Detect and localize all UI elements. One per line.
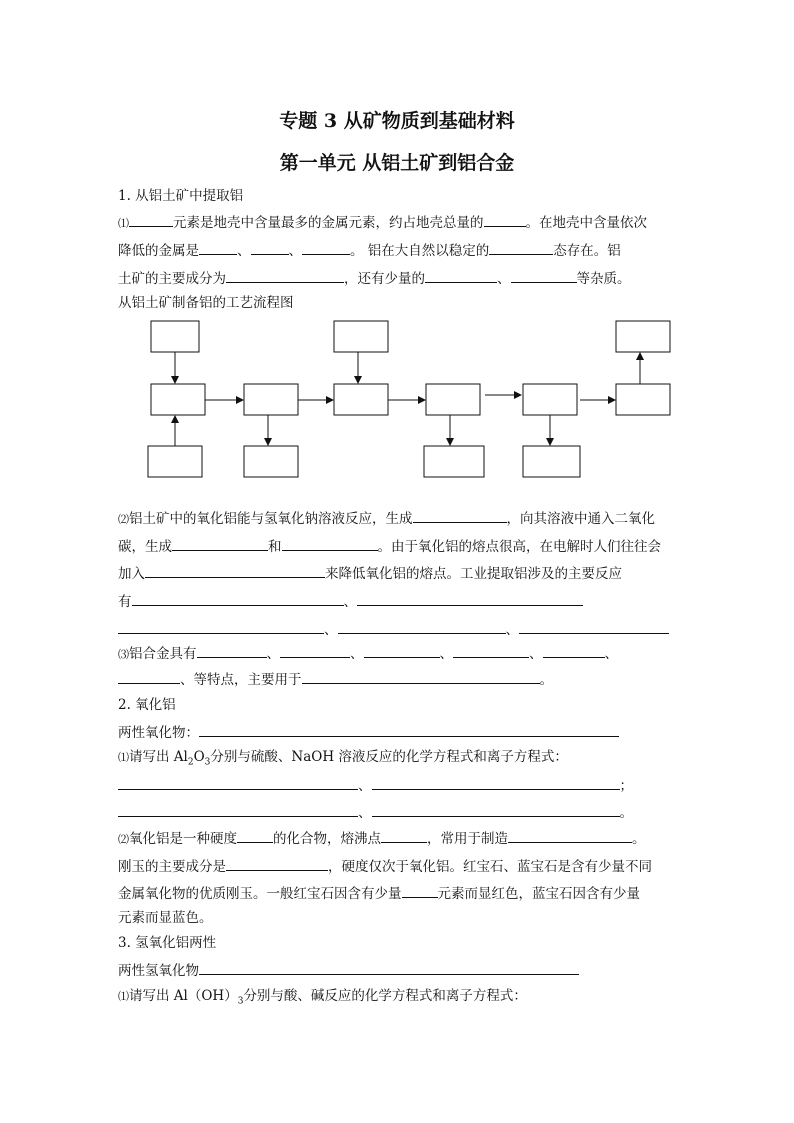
s1-line-3: 土矿的主要成分为 ，还有少量的 、 等杂质。 <box>118 268 631 288</box>
section-2-heading: 2. 氧化铝 <box>118 697 176 713</box>
s1-p3-line-1: ⑶铝合金具有 、 、 、 、 、 <box>118 643 618 664</box>
s1-line-2: 降低的金属是 、 、 。 铝在大自然以稳定的 态存在。铝 <box>118 240 621 260</box>
s2-q2-line-2: 刚玉的主要成分是 ，硬度仅次于氧化铝。红宝石、蓝宝石是含有少量不同 <box>118 856 652 876</box>
s2-answer-line-2: 、 。 <box>118 802 633 822</box>
flow-box-input-top-1 <box>151 321 199 352</box>
flow-box-input-bottom-1 <box>148 446 202 477</box>
flow-box-output-2 <box>244 446 298 477</box>
s2-q2-line-3: 金属氧化物的优质刚玉。一般红宝石因含有少量 元素而显红色，蓝宝石因含有少量 <box>118 883 640 903</box>
s1-p2-line-2: 碳，生成 和 。由于氧化铝的熔点很高，在电解时人们往往会 <box>118 536 661 556</box>
s3-q1-line: ⑴请写出 $Al(OH)_3$分别与酸、碱反应的化学方程式和离子方程式： <box>118 988 527 1007</box>
s2-q2-line-1: ⑵氧化铝是一种硬度 的化合物，熔沸点 ，常用于制造 。 <box>118 828 646 849</box>
s3-amphoteric-line: 两性氢氧化物 <box>118 960 579 980</box>
unit-title: 第一单元 从铝土矿到铝合金 <box>279 152 515 174</box>
flow-box-main-1 <box>151 384 205 415</box>
s2-q1-line: ⑴请写出 $Al_2O_3$分别与硫酸、NaOH 溶液反应的化学方程式和离子方程式： <box>118 749 568 768</box>
s1-p2-line-3: 加入 来降低氧化铝的熔点。工业提取铝涉及的主要反应 <box>118 563 622 583</box>
flow-box-main-4 <box>426 384 480 415</box>
section-3-heading: 3. 氢氧化铝两性 <box>118 935 217 951</box>
flowchart-title: 从铝土矿制备铝的工艺流程图 <box>118 295 294 311</box>
s1-p2-line-4: 有 、 <box>118 591 583 611</box>
s2-amphoteric-line: 两性氧化物： <box>118 722 619 742</box>
s1-p3-line-2: 、等特点，主要用于 。 <box>118 669 553 689</box>
flow-box-main-2 <box>244 384 298 415</box>
page-title: 专题 3 从矿物质到基础材料 <box>279 110 515 132</box>
flow-box-main-3 <box>334 384 388 415</box>
section-1-heading: 1. 从铝土矿中提取铝 <box>118 188 244 204</box>
flow-box-output-5 <box>523 446 580 477</box>
process-flowchart <box>0 0 794 500</box>
s2-answer-line-1: 、 ； <box>118 775 633 795</box>
flow-box-main-6 <box>616 384 670 415</box>
flow-box-output-4 <box>424 446 484 477</box>
s1-line-1: ⑴ 元素是地壳中含量最多的金属元素，约占地壳总量的 。在地壳中含量依次 <box>118 212 647 233</box>
flow-box-product <box>616 321 670 352</box>
s1-p2-line-1: ⑵铝土矿中的氧化铝能与氢氧化钠溶液反应，生成 ，向其溶液中通入二氧化 <box>118 508 655 529</box>
s1-p2-line-5: 、 、 <box>118 619 669 639</box>
s2-q2-line-4: 元素而显蓝色。 <box>118 910 213 926</box>
flow-box-main-5 <box>523 384 577 415</box>
flow-box-input-top-3 <box>334 321 388 352</box>
